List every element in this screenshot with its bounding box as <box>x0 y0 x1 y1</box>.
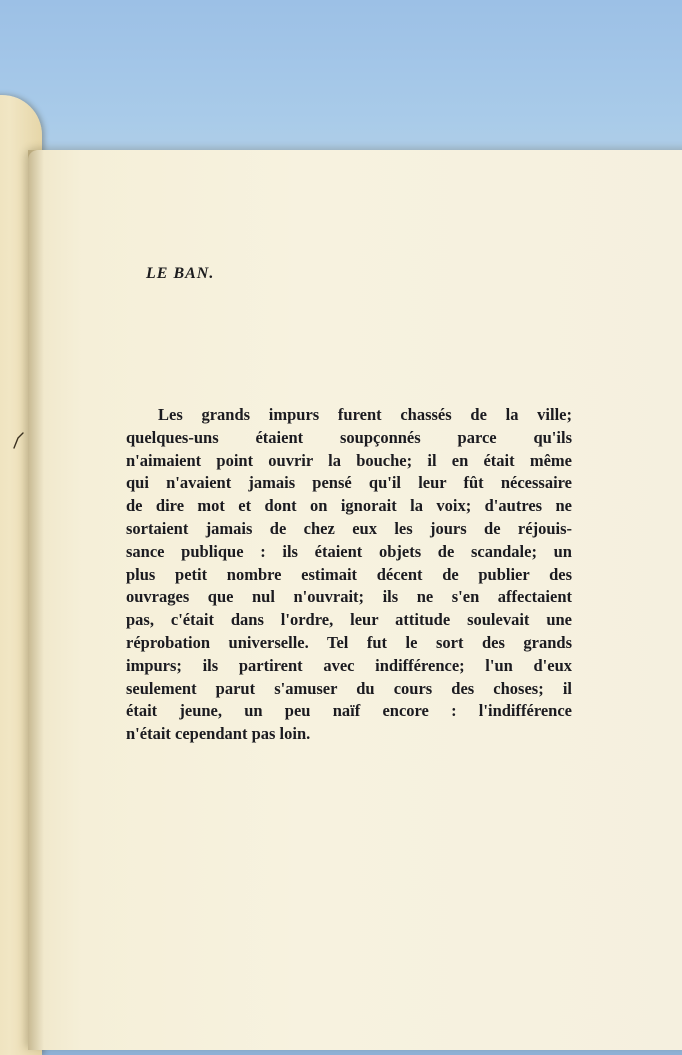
text-line: sance publique : ils étaient objets de scandale; un <box>126 541 572 561</box>
page-heading: LE BAN. <box>146 265 215 282</box>
text-line: n'était cependant pas loin. <box>126 724 311 744</box>
pencil-mark-icon <box>12 430 26 450</box>
text-line: sortaient jamais de chez eux les jours de réjouis- <box>126 518 572 538</box>
text-line: plus petit nombre estimait décent de publier des <box>126 564 572 584</box>
page-gutter-shadow <box>28 150 44 1050</box>
text-line: Les grands impurs furent chassés de la ville; <box>158 405 572 424</box>
text-line: ouvrages que nul n'ouvrait; ils ne s'en affectaient <box>126 587 572 607</box>
text-line: était jeune, un peu naïf encore : l'indifférence <box>126 701 572 721</box>
text-line: seulement parut s'amuser du cours des choses; il <box>126 678 572 698</box>
text-line: quelques-uns étaient soupçonnés parce qu'ils <box>126 427 572 447</box>
text-line: impurs; ils partirent avec indifférence; l'un d'eux <box>126 655 572 675</box>
text-line: réprobation universelle. Tel fut le sort des grands <box>126 632 572 652</box>
text-line: qui n'avaient jamais pensé qu'il leur fût nécessaire <box>126 473 572 493</box>
text-line: pas, c'était dans l'ordre, leur attitude soulevait une <box>126 610 572 630</box>
body-paragraph <box>126 404 572 746</box>
text-line: n'aimaient point ouvrir la bouche; il en était même <box>126 450 572 470</box>
text-line: de dire mot et dont on ignorait la voix; d'autres ne <box>126 496 572 516</box>
